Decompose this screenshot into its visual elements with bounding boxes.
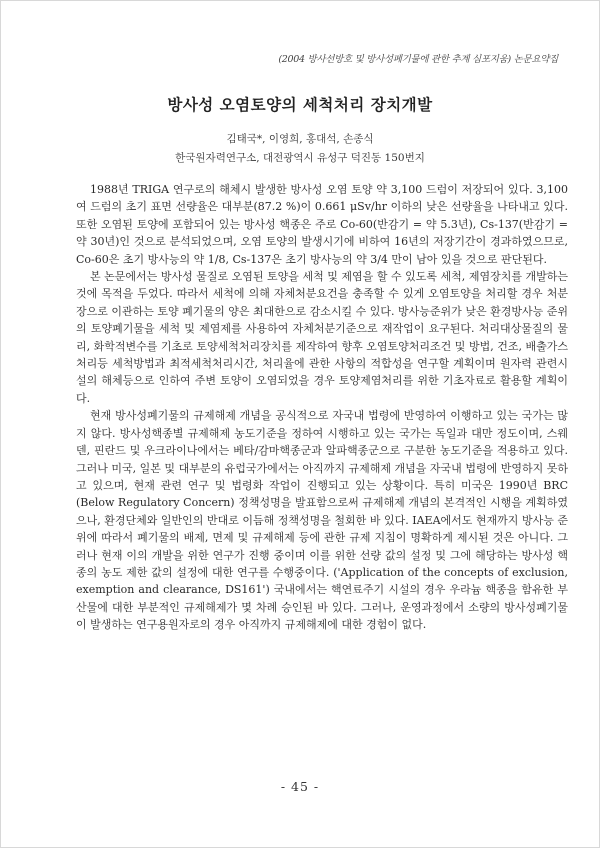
paper-title: 방사성 오염토양의 세척처리 장치개발: [167, 95, 433, 114]
paragraph-3: 현재 방사성폐기물의 규제해제 개념을 공식적으로 자국내 법령에 반영하여 이행하고 있는 국가는 많지 않다. 방사성핵종별 규제해제 농도기준을 정하여 시행하고 있는 국가는 독일과 대만 정도이며, 스웨덴, 핀란드 및 우크라이나에서는 베타/감마핵종군과 알파핵종군으로 구분한 농도기준을 적용하고 있다. 그러나 미국, 일본 및 대부분의 유럽국가에서는 아직까지 규제해제 개념을 자국내 법령에 반영하지 못하고 있으며, 현재 관련 연구 및 법령화 작업이 진행되고 있는 상황이다. 특히 미국은 1990년 BRC (Below Regulatory Concern) 정책성명을 발표함으로써 규제해제 개념의 본격적인 시행을 계획하였으나, 환경단체와 일반인의 반대로 이듬해 정책성명을 철회한 바 있다. IAEA에서도 현재까지 방사능 준위에 따라서 폐기물의 배제, 면제 및 규제해제 등에 관한 규제 지침이 명확하게 제시된 것은 아니다. 그러나 현재 이의 개발을 위한 연구가 진행 중이며 이를 위한 선량 값의 설정 및 그에 해당하는 방사성 핵종의 농도 제한 값의 설정에 대한 연구를 수행중이다. ('Application of the concepts of exclusion, exemption and clearance, DS161') 국내에서는 핵연료주기 시설의 경우 우라늄 핵종을 함유한 부산물에 대한 부분적인 규제해제가 몇 차례 승인된 바 있다. 그러나, 운영과정에서 소량의 방사성폐기물이 발생하는 연구용원자로의 경우 아직까지 규제해제에 대한 경험이 없다.: [76, 409, 568, 632]
page-number: - 45 -: [280, 779, 320, 794]
author-list: 김태국*, 이영희, 홍대석, 손종식: [226, 133, 374, 145]
paragraph-1: 1988년 TRIGA 연구로의 해체시 발생한 방사성 오염 토양 약 3,100 드럼이 저장되어 있다. 3,100여 드럼의 초기 표면 선량율은 대부분(87.2 %)이 0.661 μSv/hr 이하의 낮은 선량율을 나타내고 있다. 또한 오염된 토양에 포함되어 있는 방사성 핵종은 주로 Co-60(반감기 = 약 5.3년), Cs-137(반감기 = 약 30년)인 것으로 분석되었으며, 오염 토양의 발생시기에 비하여 16년의 저장기간이 경과하였으므로, Co-60은 초기 방사능의 약 1/8, Cs-137은 초기 방사능의 약 3/4 만이 남아 있을 것으로 판단된다.: [76, 183, 568, 266]
author-affiliation: 한국원자력연구소, 대전광역시 유성구 덕진동 150번지: [175, 152, 425, 164]
paragraph-2: 본 논문에서는 방사성 물질로 오염된 토양을 세척 및 제염을 할 수 있도록 세척, 제염장치를 개발하는 것에 목적을 두었다. 따라서 세척에 의해 자체처분요건을 충족할 수 있게 오염토양을 처리할 경우 처분장으로 이관하는 토양 폐기물의 양은 최대한으로 감소시킬 수 있다. 방사능준위가 낮은 환경방사능 준위의 토양폐기물을 세척 및 제염제를 사용하여 자체처분기준으로 재작업이 요구된다. 처리대상물질의 물리, 화학적변수를 기초로 토양세척처리장치를 제작하여 향후 오염토양처리조건 및 방법, 건조, 배출가스 처리등 세척방법과 최적세척처리시간, 처리율에 관한 사항의 적합성을 연구할 계획이며 원자력 관련시설의 해체등으로 인하여 주변 토양이 오염되었을 경우 토양제염처리를 위한 기초자료로 활용할 계획이다.: [76, 270, 568, 405]
running-header: (2004 방사선방호 및 방사성폐기물에 관한 추계 심포지움) 논문요약집: [278, 54, 558, 65]
abstract-body: [76, 181, 568, 634]
